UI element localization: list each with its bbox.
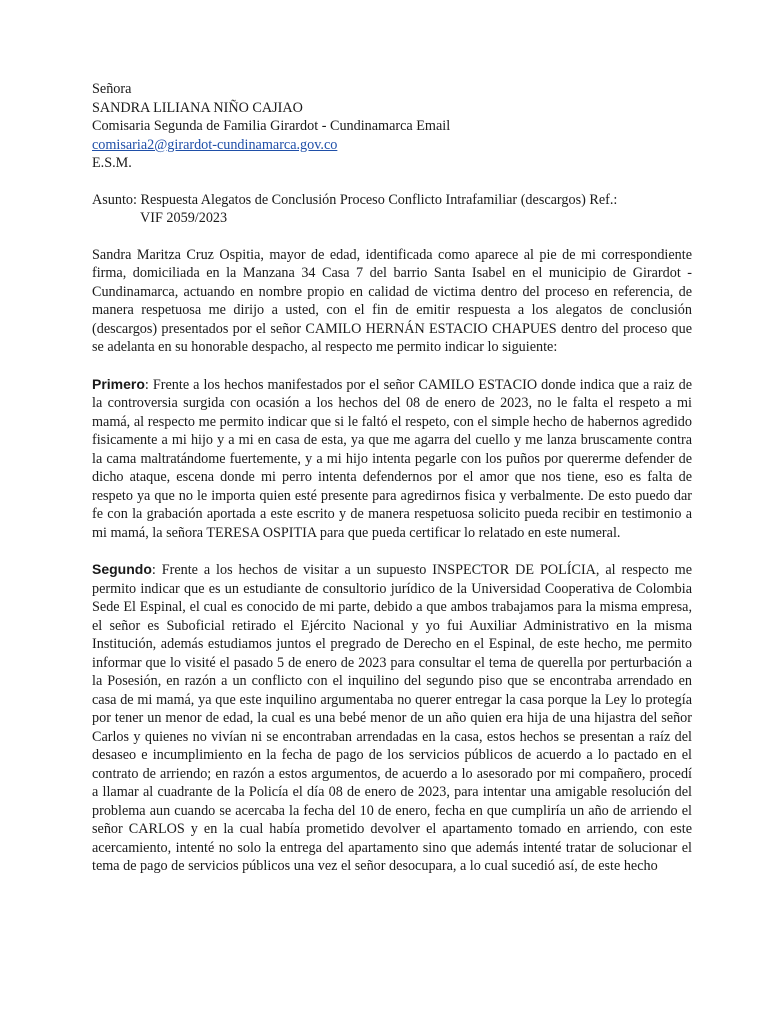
subject-line: Asunto: Respuesta Alegatos de Conclusión Proceso Conflicto Intrafamiliar (descargos) Ref.:	[92, 191, 618, 208]
recipient-name: SANDRA LILIANA NIÑO CAJIAO	[92, 99, 303, 116]
subject-reference: VIF 2059/2023	[140, 210, 228, 226]
recipient-email-link[interactable]: comisaria2@girardot-cundinamarca.gov.co	[92, 136, 338, 153]
intro-paragraph: Sandra Maritza Cruz Ospitia, mayor de edad, identificada como aparece al pie de mi correspondiente firma, domiciliada en la Manzana 34 Casa 7 del barrio Santa Isabel en el municipio de Girardot - Cundinamarca, actuando en nombre propio en calidad de victima dentro del proceso en referencia, de manera respetuosa me dirijo a usted, con el fin de emitir respuesta a los alegatos de conclusión (descargos) presentados por el señor CAMILO HERNÁN ESTACIO CHAPUES dentro del proceso que se adelanta en su honorable despacho, al respecto me permito indicar lo siguiente:	[92, 246, 692, 355]
salutation: Señora	[92, 81, 132, 97]
primero-text: : Frente a los hechos manifestados por el señor CAMILO ESTACIO donde indica que a raiz de la controversia surgida con ocasión a los hechos del 08 de enero de 2023, no le falta el respeto a mi mamá, al respecto me permito indicar que si le faltó el respeto, con el simple hecho de habernos agredido fisicamente a mi hijo y a mi en casa de esta, ya que me agarra del cuello y me lanza bruscamente contra la cama maltratándome fuertemente, y a mi hijo intenta pegarle con los puños por quererme defender de dicho ataque, escena donde mi perro intenta defendernos por el amor que nos tiene, eso es falta de respeto ya que no le importa quien esté presente para agredirnos fisica y verbalmente. De esto puedo dar fe con la grabación aportada a este escrito y de manera respetuosa solicito pueda recibir en testimonio a mi mamá, la señora TERESA OSPITIA para que pueda certificar lo relatado en este numeral.	[92, 376, 692, 541]
segundo-paragraph	[92, 560, 692, 876]
letter-header	[92, 80, 692, 173]
subject-block	[92, 191, 692, 228]
segundo-text: : Frente a los hechos de visitar a un supuesto INSPECTOR DE POLÍCIA, al respecto me permito indicar que es un estudiante de consultorio jurídico de la Universidad Cooperativa de Colombia Sede El Espinal, el cual es conocido de mi parte, debido a que ambos trabajamos para la misma empresa, el señor es Suboficial retirado el Ejército Nacional y yo fui Auxiliar Administrativo en la misma Institución, además estudiamos juntos el pregrado de Derecho en el Espinal, de este hecho, me permito informar que lo visité el pasado 5 de enero de 2023 para consultar el tema de querella por perturbación a la Posesión, en razón a un conflicto con el inquilino del segundo piso que se encontraba arrendado en casa de mi mamá, ya que este inquilino argumentaba no querer entregar la casa porque la Ley lo protegía por tener un menor de edad, la cual es una bebé menor de un año quien era hija de una hijastra del señor Carlos y quienes no vivían ni se encontraban arrendadas en la casa, estos hechos se presentan a raíz del desaseo e incumplimiento en la fecha de pago de los servicios públicos de acuerdo a lo pactado en el contrato de arriendo; en razón a estos argumentos, de acuerdo a lo asesorado por mi compañero, procedí a llamar al cuadrante de la Policía el día 08 de enero de 2023, para intentar una amigable resolución del problema aun cuando se acercaba la fecha del 10 de enero, fecha en que cumpliría un año de arriendo el señor CARLOS y en la cual había prometido devolver el apartamento tomado en arriendo, con este acercamiento, intenté no solo la entrega del apartamento sino que además intenté tratar de solucionar el tema de pago de servicios públicos una vez el señor desocupara, a lo cual sucedió así, de este hecho	[92, 562, 692, 874]
primero-paragraph	[92, 375, 692, 543]
segundo-label: Segundo	[92, 561, 152, 577]
primero-label: Primero	[92, 375, 145, 392]
esm-abbrev: E.S.M.	[92, 155, 132, 171]
recipient-office: Comisaria Segunda de Familia Girardot - Cundinamarca Email	[92, 118, 451, 134]
